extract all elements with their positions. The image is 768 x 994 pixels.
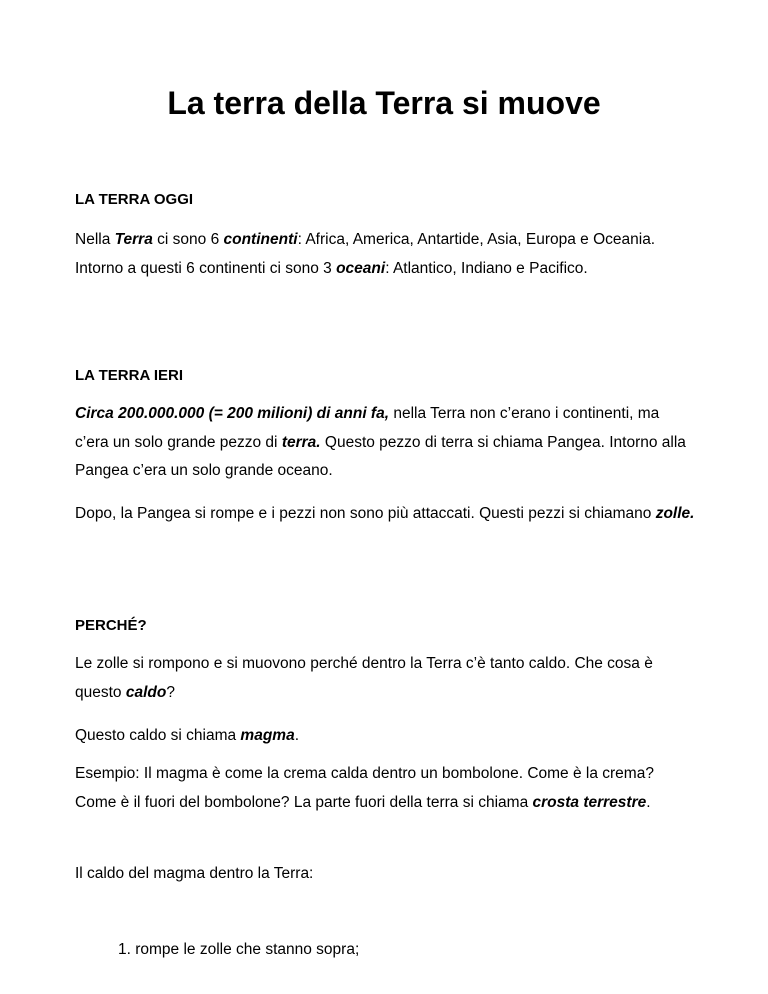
emphasis-continenti: continenti [223, 231, 298, 248]
paragraph-perche-2 [75, 722, 695, 751]
emphasis-circa: Circa 200.000.000 (= 200 milioni) di anni fa, [75, 405, 390, 422]
emphasis-terra: Terra [114, 231, 153, 248]
text-run: : Africa, America, Antartide, Asia, Europa e Oceania. Intorno a questi 6 continenti ci sono 3 [75, 231, 656, 277]
section-heading-ieri: LA TERRA IERI [75, 367, 184, 384]
paragraph-perche-4: Il caldo del magma dentro la Terra: [75, 865, 314, 882]
section-heading-perche: PERCHÉ? [75, 617, 147, 634]
emphasis-crosta-terrestre: crosta terrestre [532, 793, 647, 811]
text-run: . [646, 793, 651, 811]
section-heading-oggi: LA TERRA OGGI [75, 191, 194, 208]
paragraph-ieri-2 [75, 500, 695, 529]
text-run: Nella [75, 231, 115, 248]
text-run: Questo pezzo di terra si chiama Pangea. Intorno alla Pangea c’era un solo grande oceano. [75, 433, 686, 479]
text-run: Esempio: Il magma è come la crema calda dentro un bombolone. Come è la crema? Come è il fuori del bombolone? La parte fuori della terra si chiama [75, 765, 654, 811]
emphasis-terra-2: terra. [281, 433, 321, 451]
paragraph-ieri-1 [75, 400, 695, 486]
text-run: Dopo, la Pangea si rompe e i pezzi non sono più attaccati. Questi pezzi si chiamano [75, 505, 656, 522]
emphasis-caldo: caldo [125, 683, 167, 701]
paragraph-perche-1 [75, 650, 695, 707]
text-run: . [294, 727, 300, 744]
paragraph-perche-3 [75, 760, 695, 817]
document-title: La terra della Terra si muove [167, 85, 601, 121]
list-item: 1. rompe le zolle che stanno sopra; [118, 941, 360, 958]
emphasis-magma: magma [240, 727, 295, 744]
paragraph-oggi-1 [75, 226, 695, 283]
text-run: Le zolle si rompono e si muovono perché dentro la Terra c’è tanto caldo. Che cosa è questo [75, 655, 653, 701]
emphasis-oceani: oceani [336, 259, 386, 277]
text-run: Questo caldo si chiama [75, 727, 241, 744]
emphasis-zolle: zolle. [655, 505, 695, 522]
text-run: nella Terra non c’erano i continenti, ma c’era un solo grande pezzo di [75, 405, 660, 451]
text-run: : Atlantico, Indiano e Pacifico. [385, 259, 588, 277]
text-run: ci sono 6 [152, 231, 224, 248]
text-run: ? [166, 683, 175, 701]
